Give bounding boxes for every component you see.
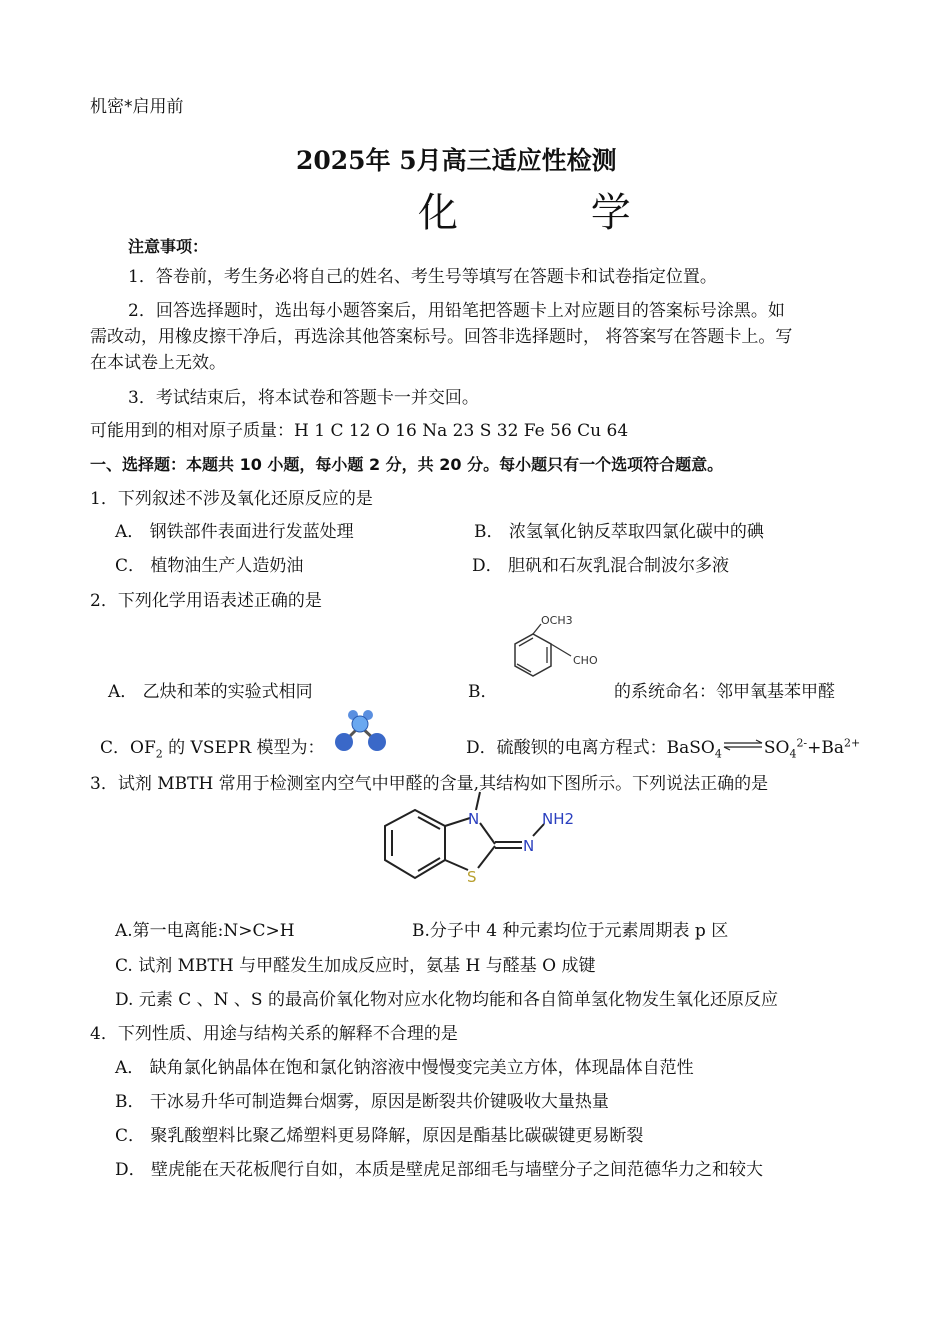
och3-label: OCH3 — [541, 614, 573, 627]
q4-stem: 4．下列性质、用途与结构关系的解释不合理的是 — [90, 1024, 458, 1044]
notice-item-3: 3．考试结束后，将本试卷和答题卡一并交回。 — [128, 388, 479, 408]
q2-option-a: A． 乙炔和苯的实验式相同 — [108, 682, 313, 702]
q2-option-d-prefix: D．硫酸钡的电离方程式：BaSO — [466, 738, 715, 758]
q2-option-d-mid: SO — [763, 738, 790, 758]
notice-item-2-line-2: 需改动，用橡皮擦干净后，再选涂其他答案标号。回答非选择题时， 将答案写在答题卡上。写 — [90, 327, 793, 347]
q3-option-b: B.分子中 4 种元素均位于元素周期表 p 区 — [412, 921, 729, 941]
q2-option-d-plus: +Ba — [807, 738, 845, 758]
atom-n2: N — [523, 837, 535, 855]
q3-option-c: C. 试剂 MBTH 与甲醛发生加成反应时，氨基 H 与醛基 O 成键 — [115, 956, 596, 976]
notice-item-1: 1．答卷前，考生务必将自己的姓名、考生号等填写在答题卡和试卷指定位置。 — [128, 267, 717, 287]
cho-label: CHO — [573, 654, 598, 667]
q1-option-a: A． 钢铁部件表面进行发蓝处理 — [115, 522, 354, 542]
q1-option-d: D． 胆矾和石灰乳混合制波尔多液 — [472, 556, 730, 576]
notice-heading: 注意事项： — [128, 237, 209, 256]
q2-option-d-sup1: 2- — [796, 736, 808, 750]
q4-option-c: C． 聚乳酸塑料比聚乙烯塑料更易降解，原因是酯基比碳碳键更易断裂 — [115, 1126, 644, 1146]
q1-stem: 1．下列叙述不涉及氧化还原反应的是 — [90, 489, 373, 509]
exam-title: 2025年 5月高三适应性检测 — [296, 146, 617, 175]
section-1-heading: 一、选择题：本题共 10 小题，每小题 2 分，共 20 分。每小题只有一个选项符合题意。 — [90, 455, 724, 474]
q1-option-b: B． 浓氢氧化钠反萃取四氯化碳中的碘 — [474, 522, 764, 542]
q4-option-d: D． 壁虎能在天花板爬行自如，本质是壁虎足部细毛与墙壁分子之间范德华力之和较大 — [115, 1160, 764, 1180]
vsepr-model-image — [330, 706, 392, 756]
notice-item-2-line-1: 2．回答选择题时，选出每小题答案后，用铅笔把答题卡上对应题目的答案标号涂黑。如 — [128, 301, 785, 321]
atomic-masses: 可能用到的相对原子质量：H 1 C 12 O 16 Na 23 S 32 Fe 56 Cu 64 — [90, 421, 629, 441]
q2-option-d-sup2: 2+ — [844, 736, 861, 750]
atom-nh2: NH2 — [542, 810, 575, 828]
q2-option-c-suffix: 的 VSEPR 模型为： — [162, 738, 325, 758]
q2-option-b-label: B． — [468, 682, 498, 702]
q4-option-a: A． 缺角氯化钠晶体在饱和氯化钠溶液中慢慢变完美立方体，体现晶体自范性 — [115, 1058, 694, 1078]
subject-title: 化 学 — [418, 190, 691, 236]
q2-option-d-sub2: 4 — [789, 747, 797, 761]
q2-stem: 2．下列化学用语表述正确的是 — [90, 591, 322, 611]
reversible-arrow-icon — [722, 735, 764, 757]
q3-option-d: D. 元素 C 、N 、S 的最高价氧化物对应水化物均能和各自简单氢化物发生氧化还原反应 — [115, 990, 778, 1010]
q4-option-b: B． 干冰易升华可制造舞台烟雾，原因是断裂共价键吸收大量热量 — [115, 1092, 609, 1112]
mbth-structure — [370, 788, 580, 896]
q2-option-b-text: 的系统命名：邻甲氧基苯甲醛 — [614, 682, 835, 702]
q2-option-c-prefix: C．OF — [100, 738, 156, 758]
q1-option-c: C． 植物油生产人造奶油 — [115, 556, 304, 576]
q3-option-a: A.第一电离能:N>C>H — [115, 921, 295, 941]
q2-option-d-sub1: 4 — [714, 747, 722, 761]
q3-stem: 3．试剂 MBTH 常用于检测室内空气中甲醛的含量,其结构如下图所示。下列说法正确的是 — [90, 774, 769, 794]
q2-option-c — [100, 737, 325, 759]
atom-s: S — [467, 868, 477, 886]
q2-option-d — [466, 737, 860, 759]
notice-item-2-line-3: 在本试卷上无效。 — [90, 353, 226, 373]
methoxybenzaldehyde-structure — [495, 608, 615, 694]
q2-option-c-sub: 2 — [155, 747, 163, 761]
atom-n1: N — [468, 810, 480, 828]
confidential-label: 机密*启用前 — [90, 97, 184, 117]
